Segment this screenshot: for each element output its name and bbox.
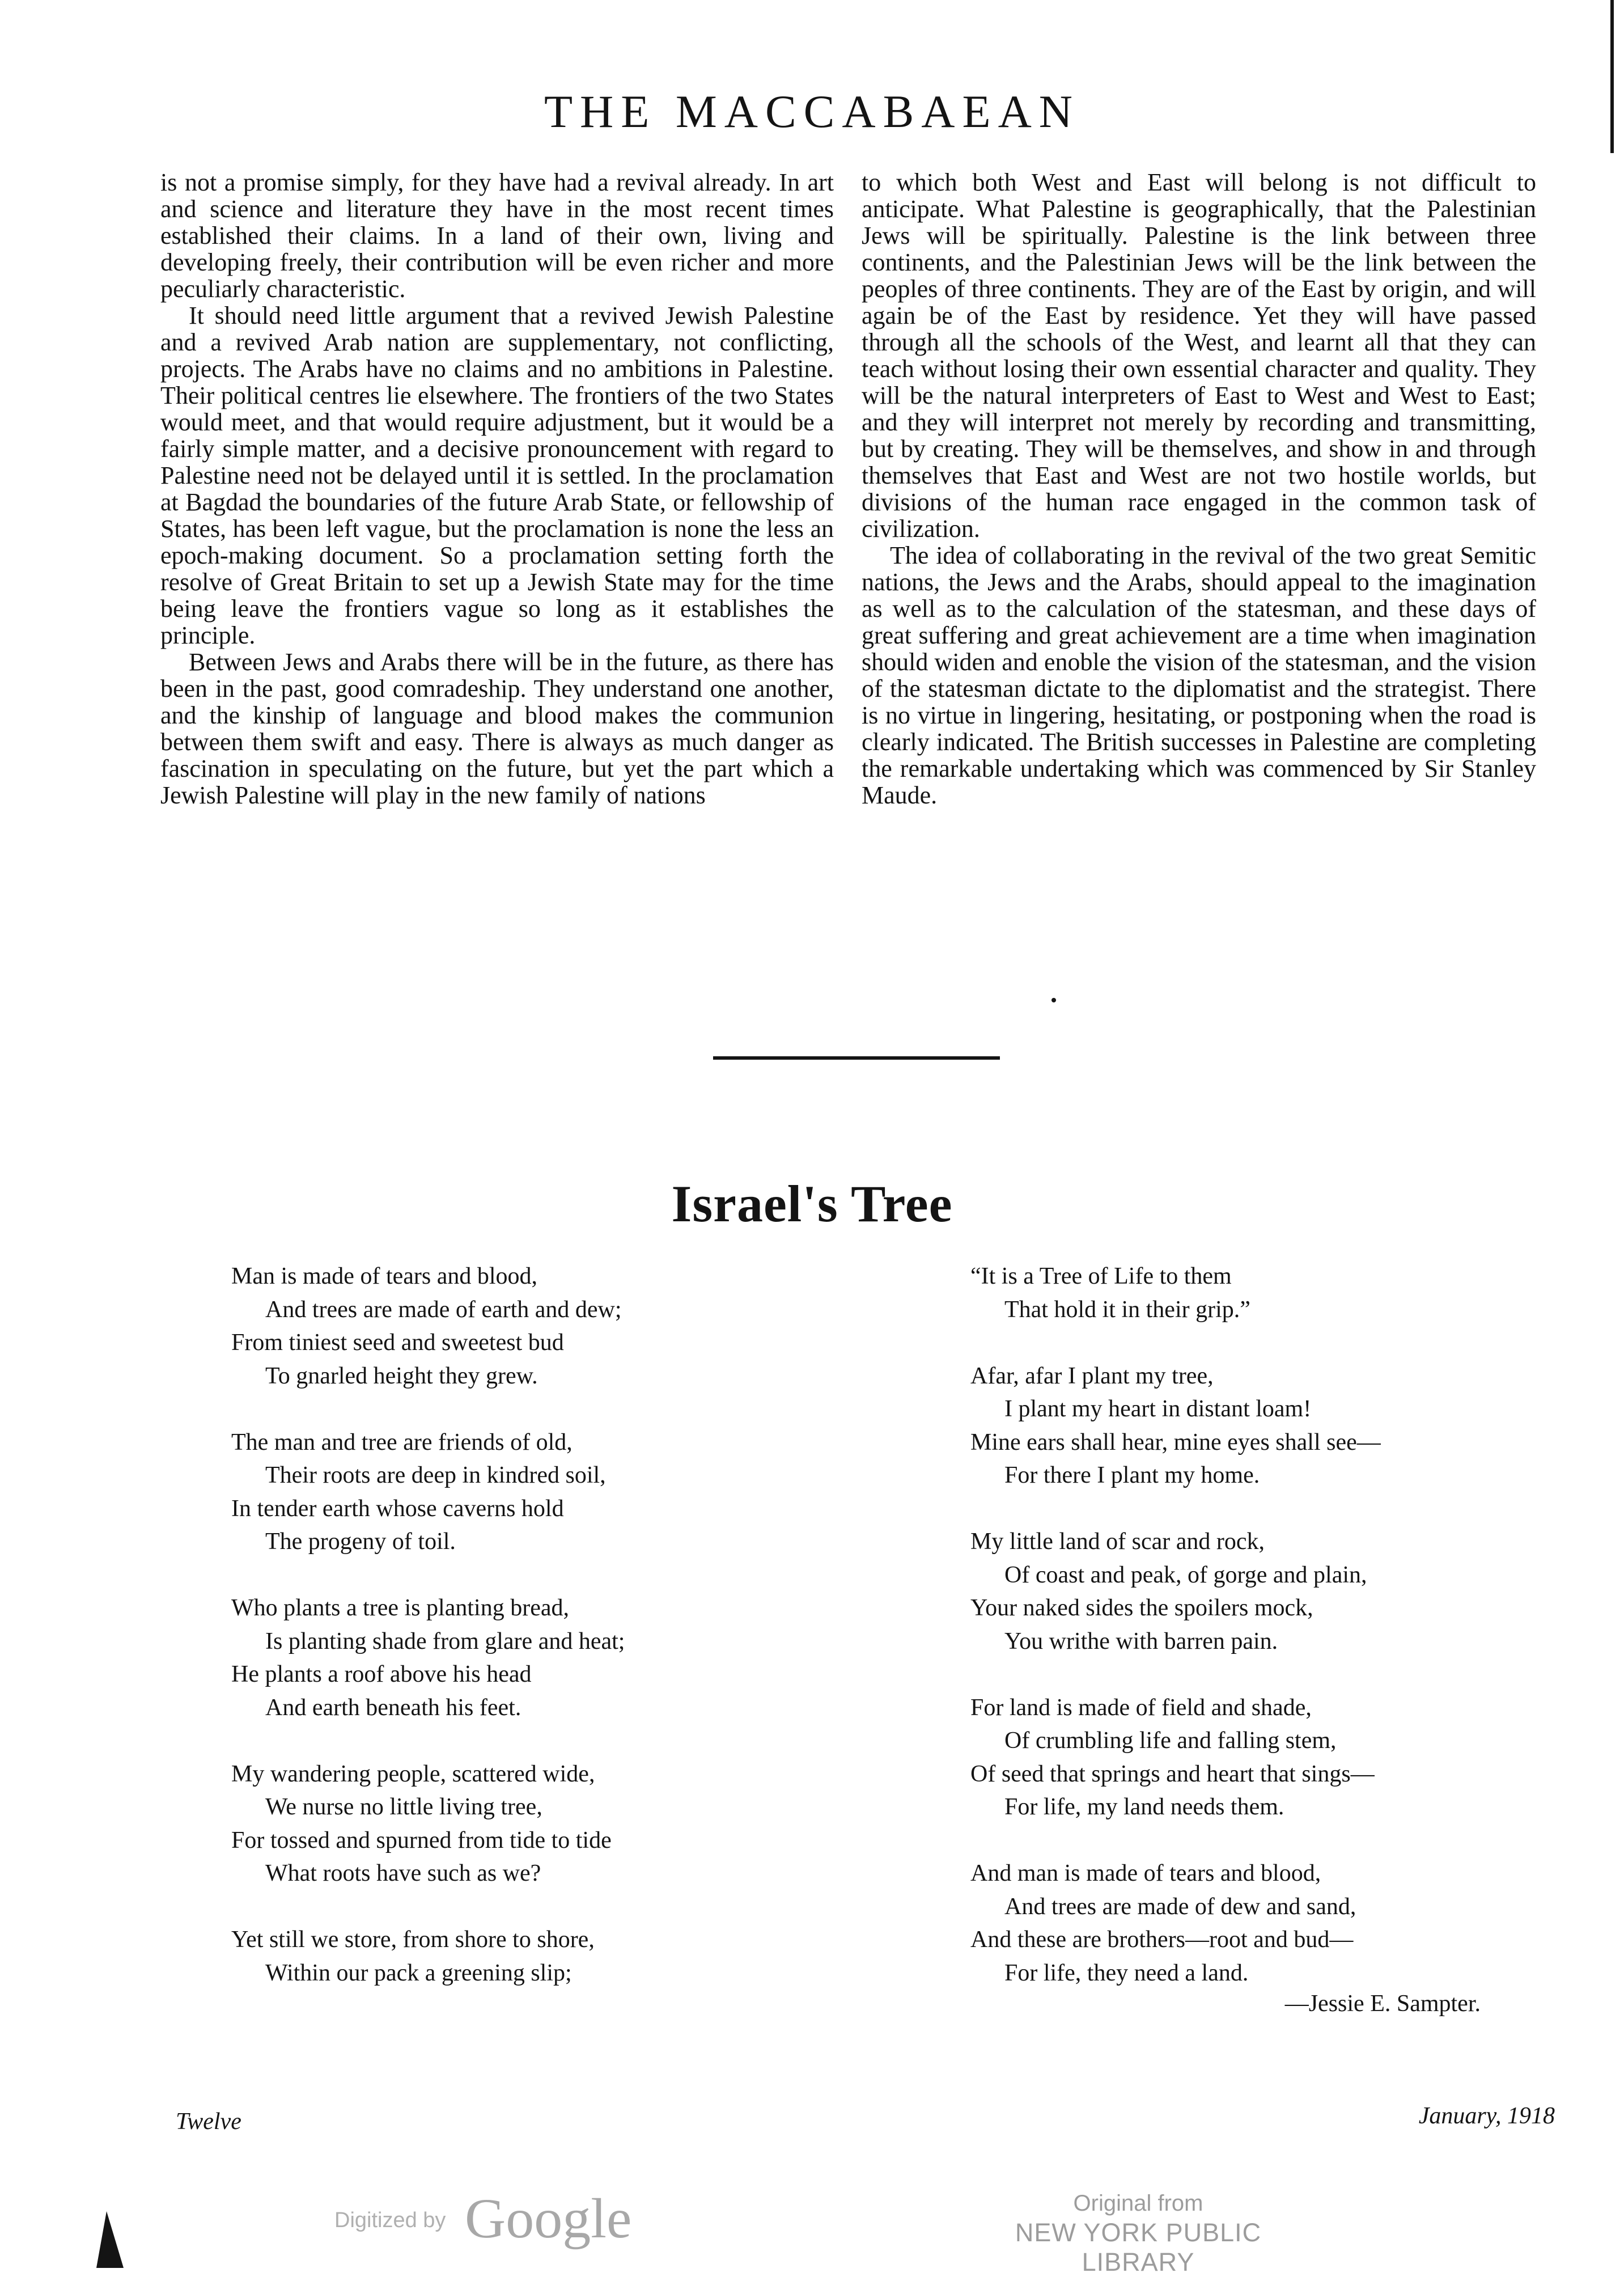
poem-stanza [231,1758,809,1890]
poem-stanza [970,1360,1549,1492]
poem-line: And trees are made of earth and dew; [265,1296,622,1323]
poem-line: The man and tree are friends of old, [231,1429,573,1455]
article-paragraph: is not a promise simply, for they have had a revival already. In art and science and literature they have in the most recent times established their claims. In a land of their own, living and developing freely, their contribution will be even richer and more peculiarly characteristic. [160,168,834,303]
poem-line: The progeny of toil. [265,1529,456,1555]
poem-line: For there I plant my home. [1004,1462,1260,1488]
article-left-column [160,169,834,809]
poem-stanza [231,1923,809,1990]
google-logo: Google [465,2187,632,2250]
section-divider [713,1056,1000,1060]
poem-stanza [231,1592,809,1724]
poem-line: For life, they need a land. [1004,1959,1249,1986]
poem-line: Within our pack a greening slip; [265,1959,572,1986]
poem-line: And trees are made of dew and sand, [1004,1893,1356,1920]
poem-line: Afar, afar I plant my tree, [970,1362,1214,1389]
poem-line: Your naked sides the spoilers mock, [970,1595,1313,1621]
article-paragraph: Between Jews and Arabs there will be in the future, as there has been in the past, good comradeship. They understand one another, and the kinship of language and blood makes the communion between them swift and easy. There is always as much danger as fascination in speculating on the future, but yet the part which a Jewish Palestine will play in the new family of nations [160,648,834,809]
poem-line: In tender earth whose caverns hold [231,1495,564,1522]
poem-line: You writhe with barren pain. [1004,1628,1278,1654]
poem-line: Man is made of tears and blood, [231,1263,538,1289]
poem-line: To gnarled height they grew. [265,1362,538,1389]
poem-line: Mine ears shall hear, mine eyes shall see— [970,1429,1381,1455]
ink-speck [1051,998,1056,1002]
poem-line: We nurse no little living tree, [265,1794,542,1820]
poem-line: My wandering people, scattered wide, [231,1760,595,1787]
poem-line: What roots have such as we? [265,1860,541,1886]
poem-line: For life, my land needs them. [1004,1794,1284,1820]
poem-line: I plant my heart in distant loam! [1004,1396,1312,1422]
poem-line: Of seed that springs and heart that sings— [970,1760,1375,1787]
poem-line: And these are brothers—root and bud— [970,1927,1354,1953]
digitized-by-label: Digitized by [334,2208,446,2232]
poem-left-column [231,1260,809,2023]
scan-artifact [96,2211,124,2268]
poem-stanza [970,1857,1549,1990]
poem-line: Who plants a tree is planting bread, [231,1595,569,1621]
poem-line: That hold it in their grip.” [1004,1296,1250,1323]
poem-line: Of coast and peak, of gorge and plain, [1004,1561,1367,1588]
library-credit [974,2189,1303,2277]
poem-line: “It is a Tree of Life to them [970,1263,1232,1289]
poem-line: Of crumbling life and falling stem, [1004,1728,1337,1754]
poem-line: And earth beneath his feet. [265,1694,521,1721]
library-name: NEW YORK PUBLIC LIBRARY [1015,2218,1262,2276]
article-paragraph: to which both West and East will belong is not difficult to anticipate. What Palestine is geographically, that the Palestinian Jews will be spiritually. Palestine is the link between three continents, and the Palestinian Jews will be the link between the peoples of three continents. They are of the East by origin, and will again be of the East by residence. Yet they will have passed through all the schools of the West, and learnt all that they can teach without losing their own essential character and quality. They will be the natural interpreters of East to West and West to East; and they will interpret not merely by recording and transmitting, but by creating. They will be themselves, and show in and through themselves that East and West are not two hostile worlds, but divisions of the human race engaged in the common task of civilization. [862,168,1536,543]
poem-line: He plants a roof above his head [231,1661,532,1687]
poem-stanza [970,1525,1549,1658]
poem-line: My little land of scar and rock, [970,1529,1265,1555]
poem-line: For land is made of field and shade, [970,1694,1312,1721]
original-from-label: Original from [1073,2191,1203,2216]
poem-stanza [231,1260,809,1393]
article-paragraph: The idea of collaborating in the revival of the two great Semitic nations, the Jews and the Arabs, should appeal to the imagination as well as to the calculation of the statesman, and these days of great suffering and great achievement are a time when imagination should widen and enoble the vision of the statesman, and the vision of the statesman dictate to the diplomatist and the strategist. There is no virtue in lingering, hesitating, or postponing when the road is clearly indicated. The British successes in Palestine are completing the remarkable undertaking which was commenced by Sir Stanley Maude. [862,541,1536,809]
poem-attribution: —Jessie E. Sampter. [1284,1991,1481,2017]
issue-date: January, 1918 [1418,2103,1555,2129]
poem-line: And man is made of tears and blood, [970,1860,1321,1886]
poem-line: For tossed and spurned from tide to tide [231,1827,612,1853]
article-right-column [862,169,1536,809]
masthead-title: THE MACCABAEAN [544,86,1080,137]
poem-line: From tiniest seed and sweetest bud [231,1330,564,1356]
poem-stanza [970,1260,1549,1326]
article-paragraph: It should need little argument that a revived Jewish Palestine and a revived Arab nation are supplementary, not conflicting, projects. The Arabs have no claims and no ambitions in Palestine. Their political centres lie elsewhere. The frontiers of the two States would meet, and that would require adjustment, but it would be a fairly simple matter, and a decisive pronouncement with regard to Palestine need not be delayed until it is settled. In the proclamation at Bagdad the boundaries of the future Arab State, or fellowship of States, has been left vague, but the proclamation is none the less an epoch-making document. So a proclamation setting forth the resolve of Great Britain to set up a Jewish State may for the time being leave the frontiers vague so long as it establishes the principle. [160,302,834,649]
poem-stanza [970,1691,1549,1824]
poem-line: Is planting shade from glare and heat; [265,1628,625,1654]
poem-line: Yet still we store, from shore to shore, [231,1927,595,1953]
poem-line: Their roots are deep in kindred soil, [265,1462,606,1488]
page-label: Twelve [176,2109,241,2135]
poem-stanza [231,1426,809,1559]
poem-title: Israel's Tree [671,1175,953,1233]
poem-right-column [970,1260,1549,2023]
